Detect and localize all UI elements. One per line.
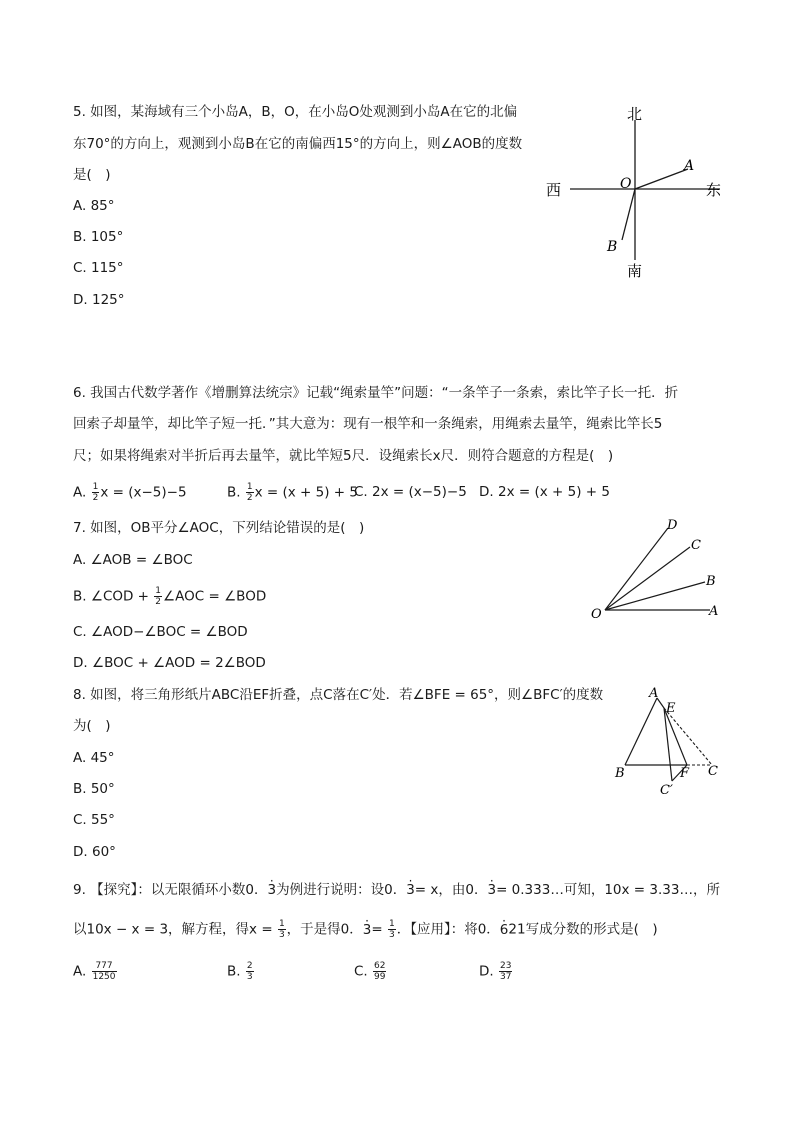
q8-option-c: C. 55° xyxy=(73,812,115,828)
option-a-fraction: $\frac{777}{1250}$ xyxy=(92,961,116,982)
q9-text: ，于是得0． xyxy=(286,921,363,938)
q5-stem-line3: 是( ) xyxy=(73,167,111,183)
q9-text: = x，由0． xyxy=(414,882,488,898)
q8-option-a: A. 45° xyxy=(73,750,115,766)
west-label: 西 xyxy=(546,181,562,199)
q8-stem-line1: 8. 如图，将三角形纸片ABC沿EF折叠，点C落在C′处．若∠BFE = 65°，则∠BFC′的度数 xyxy=(73,687,604,703)
q5-option-a: A. 85° xyxy=(73,198,115,214)
repeating-digit: · 3 xyxy=(406,880,415,900)
point-a-label: A xyxy=(684,158,695,174)
q9-line2 xyxy=(73,919,658,940)
q8-option-d: D. 60° xyxy=(73,844,116,860)
q7-stem: 7. 如图，OB平分∠AOC，下列结论错误的是( ) xyxy=(73,520,365,536)
q7-option-d: D. ∠BOC + ∠AOD = 2∠BOD xyxy=(73,655,266,671)
q7-point-c: C xyxy=(691,538,701,553)
q7-point-b: B xyxy=(706,574,716,589)
one-third-fraction: $\frac{1}{3}$ xyxy=(388,919,395,940)
q9-text: ．【应用】：将0． xyxy=(396,921,500,938)
option-label: C. xyxy=(354,963,368,980)
q7-option-b-post: ∠AOC = ∠BOD xyxy=(163,588,267,605)
q9-line1 xyxy=(73,880,720,900)
q6-option-b xyxy=(227,482,358,503)
q6-option-a-text: x = (x−5)−5 xyxy=(100,484,187,501)
q6-option-a xyxy=(73,482,187,503)
q7-point-o: O xyxy=(591,607,602,622)
q9-text: 为例进行说明：设0． xyxy=(276,882,407,898)
q9-text: = xyxy=(371,921,383,938)
q5-compass-figure xyxy=(540,100,730,285)
q9-option-a xyxy=(73,961,118,982)
option-label: B. xyxy=(227,963,241,980)
option-label: A. xyxy=(73,963,87,980)
q9-option-c xyxy=(354,961,387,982)
option-c-fraction: $\frac{62}{99}$ xyxy=(374,961,386,982)
q9-option-b xyxy=(227,961,255,982)
q8-point-f: F xyxy=(680,766,690,781)
q6-stem-line1: 6. 我国古代数学著作《增删算法统宗》记载“绳索量竿”问题：“一条竿子一条索，索比竿子长一托．折 xyxy=(73,385,679,401)
q9-text: = 0.333…可知，10x = 3.33…，所 xyxy=(496,882,720,898)
q8-point-e: E xyxy=(666,701,676,716)
q6-option-d: D. 2x = (x + 5) + 5 xyxy=(479,484,610,500)
q9-text: 以10x − x = 3，解方程，得x = xyxy=(73,921,273,938)
q6-option-b-text: x = (x + 5) + 5 xyxy=(254,484,358,501)
q5-option-d: D. 125° xyxy=(73,292,125,308)
half-fraction: $\frac{1}{2}$ xyxy=(92,482,99,503)
q8-point-c: C xyxy=(708,764,718,779)
north-label: 北 xyxy=(627,105,643,123)
q9-option-d xyxy=(479,961,513,982)
q8-option-b: B. 50° xyxy=(73,781,115,797)
q7-option-c: C. ∠AOD−∠BOC = ∠BOD xyxy=(73,624,248,640)
option-b-fraction: $\frac{2}{3}$ xyxy=(246,961,253,982)
q7-point-a: A xyxy=(709,604,719,619)
point-o-label: O xyxy=(620,176,632,192)
q7-option-b xyxy=(73,586,266,607)
q6-option-b-label: B. xyxy=(227,484,241,501)
q6-stem-line3: 尺；如果将绳索对半折后再去量竿，就比竿短5尺．设绳索长x尺．则符合题意的方程是( ) xyxy=(73,448,614,464)
repeating-digit: · 3 xyxy=(268,880,277,900)
half-fraction: $\frac{1}{2}$ xyxy=(155,586,162,607)
q8-point-b: B xyxy=(615,766,625,781)
q5-stem-line2: 东70°的方向上，观测到小岛B在它的南偏西15°的方向上，则∠AOB的度数 xyxy=(73,136,523,152)
south-label: 南 xyxy=(627,262,643,280)
q7-angle-figure xyxy=(585,515,725,625)
q6-stem-line2: 回索子却量竿，却比竿子短一托．”其大意为：现有一根竿和一条绳索，用绳索去量竿，绳索比竿长5 xyxy=(73,416,663,432)
q9-text: 9. 【探究】：以无限循环小数0． xyxy=(73,882,268,898)
repeating-digit: · 3 xyxy=(487,880,496,900)
point-b-label: B xyxy=(607,239,618,255)
q5-option-c: C. 115° xyxy=(73,260,124,276)
one-third-fraction: $\frac{1}{3}$ xyxy=(278,919,285,940)
q6-option-c: C. 2x = (x−5)−5 xyxy=(354,484,467,500)
q8-stem-line2: 为( ) xyxy=(73,718,111,734)
q7-option-a: A. ∠AOB = ∠BOC xyxy=(73,552,193,568)
q5-option-b: B. 105° xyxy=(73,229,124,245)
q8-point-a: A xyxy=(649,686,659,701)
east-label: 东 xyxy=(706,181,722,199)
q9-text: 21写成分数的形式是( ) xyxy=(508,921,658,938)
repeating-digit: · 6 xyxy=(500,920,509,940)
q5-stem-line1: 5. 如图，某海域有三个小岛A，B，O，在小岛O处观测到小岛A在它的北偏 xyxy=(73,104,518,120)
q7-point-d: D xyxy=(667,518,678,533)
q8-point-c-prime: C′ xyxy=(660,783,673,798)
q8-fold-figure xyxy=(610,685,725,800)
repeating-digit: · 3 xyxy=(363,920,372,940)
q6-option-a-label: A. xyxy=(73,484,87,501)
option-d-fraction: $\frac{23}{37}$ xyxy=(499,961,512,982)
q7-option-b-pre: B. ∠COD + xyxy=(73,588,149,605)
option-label: D. xyxy=(479,963,494,980)
half-fraction: $\frac{1}{2}$ xyxy=(246,482,253,503)
